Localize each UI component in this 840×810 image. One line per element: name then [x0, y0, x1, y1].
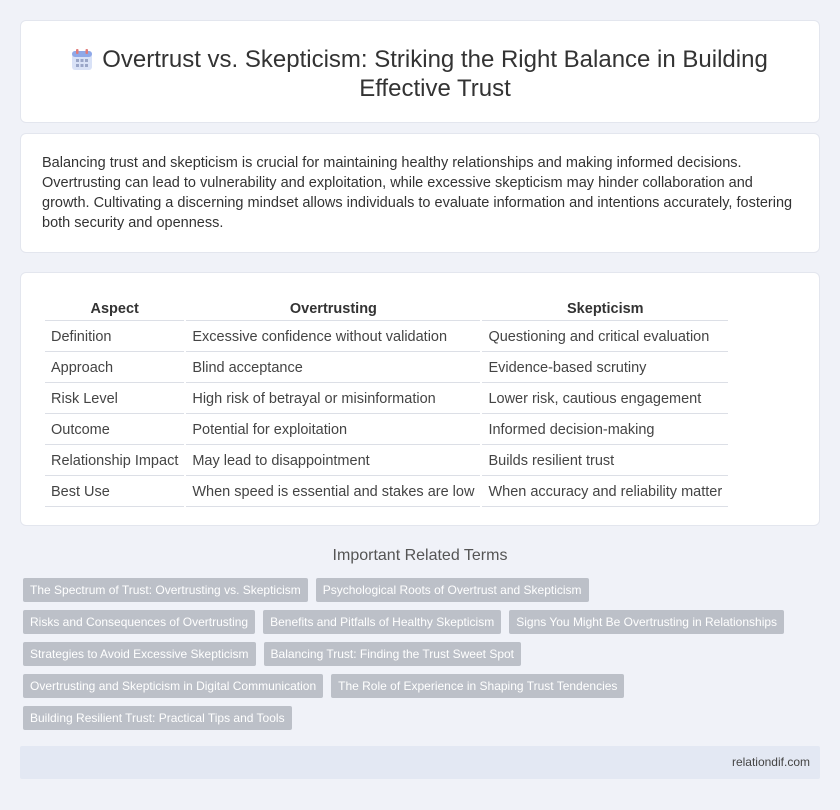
tag-row: [23, 674, 813, 698]
comparison-table: [43, 295, 730, 509]
tag-row: [23, 706, 813, 730]
tag-row: [23, 610, 813, 634]
table-cell: Outcome: [45, 416, 184, 445]
table-row: [45, 478, 728, 507]
related-term-tag[interactable]: Strategies to Avoid Excessive Skepticism: [23, 642, 256, 666]
footer: [20, 746, 820, 779]
table-cell: When accuracy and reliability matter: [482, 478, 728, 507]
header-card: [20, 20, 820, 123]
table-row: [45, 447, 728, 476]
intro-paragraph: Balancing trust and skepticism is crucial for maintaining healthy relationships and making informed decisions. Overtrusting can lead to vulnerability and exploitation, while excessive skepticism may hinder collaboration and growth. Cultivating a discerning mindset allows individuals to evaluate information and intentions accurately, fostering both security and openness.: [42, 155, 793, 231]
table-cell: Definition: [45, 323, 184, 352]
related-term-tag[interactable]: Benefits and Pitfalls of Healthy Skepticism: [263, 610, 501, 634]
table-cell: Risk Level: [45, 385, 184, 414]
related-terms-title: Important Related Terms: [332, 547, 508, 564]
footer-site-link[interactable]: relationdif.com: [731, 755, 810, 769]
intro-card: [20, 133, 820, 253]
column-header-skepticism: Skepticism: [482, 297, 728, 321]
related-terms-list: [23, 578, 813, 738]
tag-row: [23, 642, 813, 666]
table-cell: May lead to disappointment: [186, 447, 480, 476]
table-row: [45, 416, 728, 445]
related-term-tag[interactable]: Risks and Consequences of Overtrusting: [23, 610, 255, 634]
table-cell: Approach: [45, 354, 184, 383]
table-header-row: [45, 297, 728, 321]
related-term-tag[interactable]: Signs You Might Be Overtrusting in Relationships: [509, 610, 784, 634]
column-header-overtrusting: Overtrusting: [186, 297, 480, 321]
page-title: Overtrust vs. Skepticism: Striking the Right Balance in Building Effective Trust: [102, 46, 768, 102]
related-term-tag[interactable]: Balancing Trust: Finding the Trust Sweet Spot: [264, 642, 521, 666]
column-header-aspect: Aspect: [45, 297, 184, 321]
related-term-tag[interactable]: The Role of Experience in Shaping Trust Tendencies: [331, 674, 624, 698]
related-term-tag[interactable]: The Spectrum of Trust: Overtrusting vs. Skepticism: [23, 578, 308, 602]
table-cell: Evidence-based scrutiny: [482, 354, 728, 383]
table-cell: Questioning and critical evaluation: [482, 323, 728, 352]
related-term-tag[interactable]: Psychological Roots of Overtrust and Skepticism: [316, 578, 589, 602]
table-cell: Excessive confidence without validation: [186, 323, 480, 352]
table-cell: Builds resilient trust: [482, 447, 728, 476]
table-row: [45, 354, 728, 383]
comparison-table-card: [20, 272, 820, 526]
table-cell: Potential for exploitation: [186, 416, 480, 445]
table-cell: High risk of betrayal or misinformation: [186, 385, 480, 414]
table-cell: Informed decision-making: [482, 416, 728, 445]
table-cell: When speed is essential and stakes are low: [186, 478, 480, 507]
table-cell: Blind acceptance: [186, 354, 480, 383]
table-row: [45, 385, 728, 414]
table-cell: Best Use: [45, 478, 184, 507]
related-term-tag[interactable]: Building Resilient Trust: Practical Tips and Tools: [23, 706, 292, 730]
related-term-tag[interactable]: Overtrusting and Skepticism in Digital Communication: [23, 674, 323, 698]
tag-row: [23, 578, 813, 602]
table-row: [45, 323, 728, 352]
table-cell: Lower risk, cautious engagement: [482, 385, 728, 414]
table-cell: Relationship Impact: [45, 447, 184, 476]
